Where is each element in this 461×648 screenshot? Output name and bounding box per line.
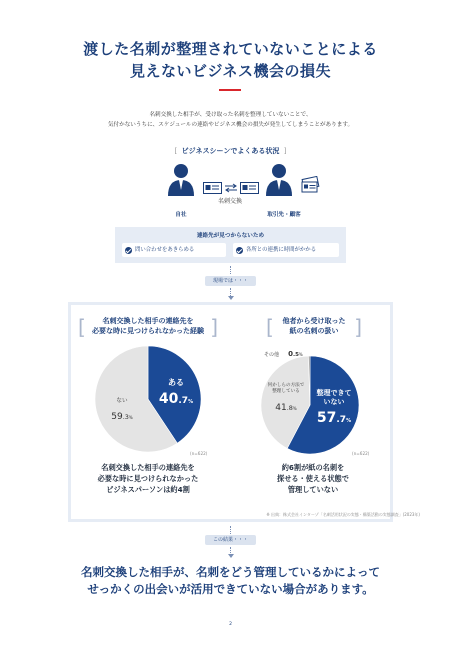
- right-heading-line-1: 他者から受け取った: [282, 317, 346, 325]
- bracket-right: ]: [354, 315, 362, 339]
- intro-line-2: 気付かないうちに、スケジュールの連絡やビジネス機会の損失が発生してしまうことがあります。: [107, 122, 354, 128]
- title-line-2: 見えないビジネス機会の損失: [129, 62, 332, 80]
- slice-label-no: [100, 396, 144, 423]
- problem-item-give-up-inquiry: [122, 243, 226, 257]
- check-icon: [125, 247, 132, 254]
- left-survey-heading: [78, 315, 218, 339]
- slice-value-not-organized: 57.7%: [316, 410, 352, 426]
- slice-value-yes: 40.7%: [158, 391, 194, 407]
- slice-label-organized: 何かしらの方法で 整理している 41.8%: [263, 383, 309, 414]
- arrow-down-icon: [228, 296, 234, 300]
- arrow-down-icon: [228, 554, 234, 558]
- check-icon: [236, 247, 243, 254]
- right-survey-heading: [266, 315, 362, 339]
- problem-title: 連絡先が見つからないため: [196, 233, 265, 239]
- label-client: 取引先・顧客: [267, 212, 301, 218]
- title-line-1: 渡した名刺が整理されていないことによる: [83, 40, 378, 58]
- problem-item-label: 各所との連携に時間がかかる: [246, 247, 317, 253]
- intro-line-1: 名刺交換した相手が、受け取った名刺を整理していないことで、: [149, 112, 312, 118]
- bracket-left: [: [266, 315, 274, 339]
- label-card-exchange: 名刺交換: [217, 198, 242, 205]
- left-heading-line-2: 必要な時に見つけられなかった経験: [92, 327, 204, 335]
- problem-item-slow-coordination: [233, 243, 339, 257]
- slice-value-no: 59.3%: [111, 412, 133, 422]
- bracket-right: ]: [210, 315, 218, 339]
- slice-label-other: その他 0.5%: [264, 350, 303, 358]
- dotted-connector: [230, 266, 232, 274]
- card-stack-icon: [300, 176, 320, 196]
- bracket-left: [: [174, 147, 182, 155]
- left-caption: 名刺交換した相手の連絡先を 必要な時に見つけられなかった ビジネスパーソンは約4割: [97, 463, 199, 494]
- intro-text: [30, 110, 431, 130]
- bracket-left: [: [78, 315, 86, 339]
- page-title: [0, 38, 461, 82]
- business-card-exchange-illustration: [0, 162, 461, 222]
- label-own-company: 自社: [175, 212, 187, 218]
- slice-label-not-organized: 整理できて いない 57.7%: [310, 389, 358, 426]
- slice-label-yes-text: ある: [168, 378, 184, 387]
- source-note: ※ 出典：株式会社インターゾ「名刺活用状況の実態・構築活動の実態調査」(2023年): [266, 512, 420, 517]
- sample-size-left: (n=622): [190, 451, 208, 456]
- person-icon-client: [264, 162, 294, 196]
- bracket-right: ]: [279, 147, 287, 155]
- problem-item-label: 問い合わせをあきらめる: [135, 247, 195, 253]
- dotted-connector: [230, 288, 232, 296]
- slice-value-organized: 41.8%: [275, 403, 297, 413]
- slice-label-no-text: ない: [116, 398, 128, 404]
- right-heading-line-2: 紙の名刺の扱い: [289, 327, 339, 335]
- card-exchange-icon: [203, 182, 259, 194]
- left-heading-line-1: 名刺交換した相手の連絡先を: [102, 317, 194, 325]
- page-number: 2: [229, 622, 232, 627]
- situation-heading-text: ビジネスシーンでよくある状況: [181, 147, 280, 155]
- situation-heading: [0, 146, 461, 156]
- conclusion-text: 名刺交換した相手が、名刺をどう管理しているかによって せっかくの出会いが活用できていない場合があります。: [81, 565, 380, 596]
- person-icon-own-company: [166, 162, 196, 196]
- problem-box: [115, 227, 346, 263]
- sample-size-right: (n=622): [352, 451, 370, 456]
- transition-pill-result: この結果・・・: [205, 535, 256, 545]
- right-caption: 約6割が紙の名刺を 探せる・使える状態で 管理していない: [277, 463, 349, 494]
- transition-pill-on-site: 現場では・・・: [205, 276, 256, 286]
- title-accent-rule: [219, 89, 241, 91]
- dotted-connector: [230, 526, 232, 534]
- slice-label-yes: [151, 377, 201, 407]
